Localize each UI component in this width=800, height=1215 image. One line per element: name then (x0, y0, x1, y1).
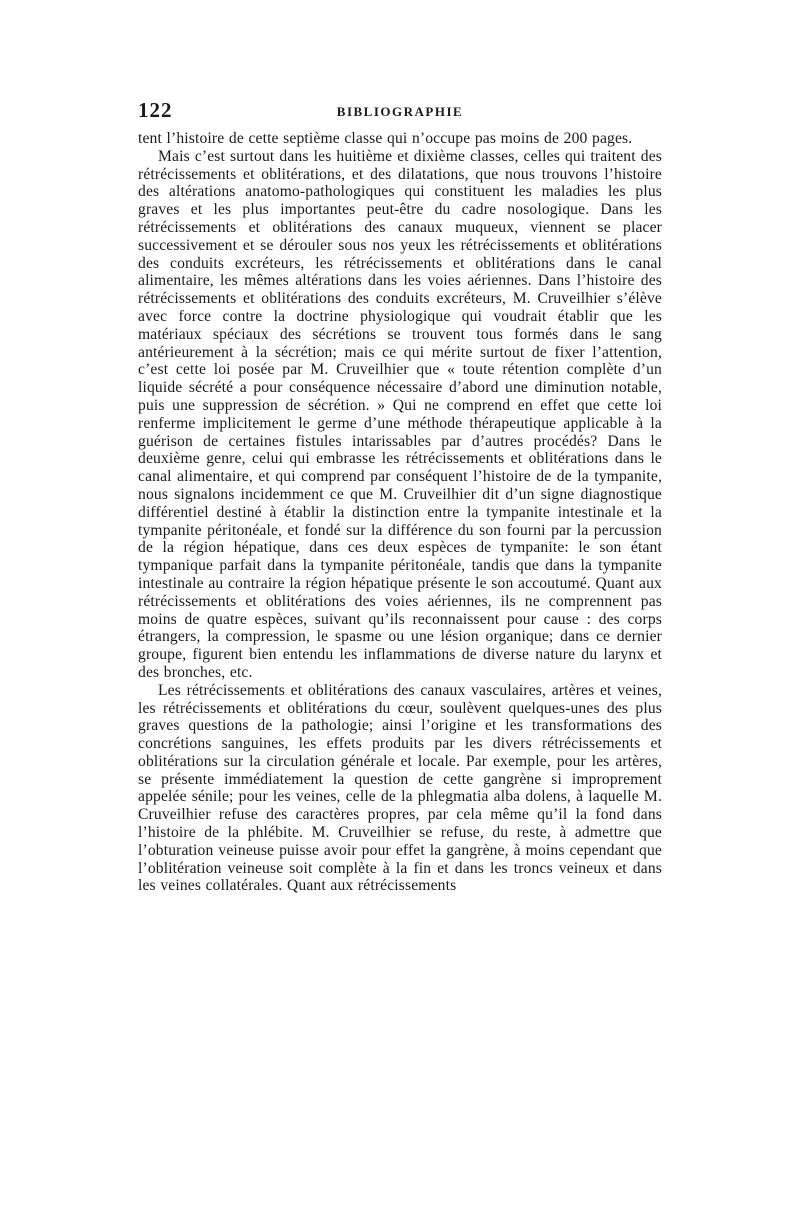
paragraph-canaux-vasculaires: Les rétrécissements et oblitérations des canaux vasculaires, artères et veines, les rétrécissements et oblitérations du cœur, soulèvent quelques-unes des plus graves questions de la pathologie; ainsi l’origine et les transformations des concrétions sanguines, les effets produits par les divers rétrécissements et oblitérations sur la circulation générale et locale. Par exemple, pour les artères, se présente immédiatement la question de cette gangrène si improprement appelée sénile; pour les veines, celle de la phlegmatia alba dolens, à laquelle M. Cruveilhier refuse des caractères propres, par cela même qu’il la fond dans l’histoire de la phlébite. M. Cruveilhier se refuse, du reste, à admettre que l’obturation veineuse puisse avoir pour effet la gangrène, à moins cependant que l’oblitération veineuse soit complète à la fin et dans les troncs veineux et dans les veines collatérales. Quant aux rétrécissements (138, 681, 662, 895)
book-page (138, 98, 662, 895)
running-title: BIBLIOGRAPHIE (336, 104, 464, 119)
paragraph-continuation: tent l’histoire de cette septième classe qui n’occupe pas moins de 200 pages. (138, 130, 633, 147)
page-number: 122 (138, 98, 173, 122)
paragraph-classes-huitieme-dixieme: Mais c’est surtout dans les huitième et dixième classes, celles qui traitent des rétrécissements et oblitérations, et des dilatations, que nous trouvons l’histoire des altérations anatomo-pathologiques qui constituent les maladies les plus graves et les plus importantes peut-être du cadre nosologique. Dans les rétrécissements et oblitérations des canaux muqueux, viennent se placer successivement et se dérouler sous nos yeux les rétrécissements et oblitérations des conduits excréteurs, les rétrécissements et oblitérations dans le canal alimentaire, les mêmes altérations dans les voies aériennes. Dans l’histoire des rétrécissements et oblitérations des conduits excréteurs, M. Cruveilhier s’élève avec force contre la doctrine physiologique qui voudrait établir que les matériaux spéciaux des sécrétions se trouvent tous formés dans le sang antérieurement à la sécrétion; mais ce qui mérite surtout de fixer l’attention, c’est cette loi posée par M. Cruveilhier que « toute rétention complète d’un liquide sécrété a pour conséquence nécessaire d’abord une diminution notable, puis une suppression de sécrétion. » Qui ne comprend en effet que cette loi renferme implicitement le germe d’une méthode thérapeutique applicable à la guérison de certaines fistules intarissables par d’autres procédés? Dans le deuxième genre, celui qui embrasse les rétrécissements et oblitérations dans le canal alimentaire, et qui comprend par conséquent l’histoire de de la tympanite, nous signalons incidemment ce que M. Cruveilhier dit d’un signe diagnostique différentiel destiné à établir la distinction entre la tympanite intestinale et la tympanite péritonéale, et fondé sur la différence du son fourni par la percussion de la région hépatique, dans ces deux espèces de tympanite: le son étant tympanique parfait dans la tympanite péritonéale, tandis que dans la tympanite intestinale au contraire la région hépatique présente le son accoutumé. Quant aux rétrécissements et oblitérations des voies aériennes, ils ne comprennent pas moins de quatre espèces, suivant qu’ils reconnaissent pour cause : des corps étrangers, la compression, le spasme ou une lésion organique; dans ce dernier groupe, figurent bien entendu les inflammations de diverse nature du larynx et des bronches, etc. (138, 147, 662, 681)
running-head (138, 98, 662, 124)
body-text (138, 130, 662, 895)
